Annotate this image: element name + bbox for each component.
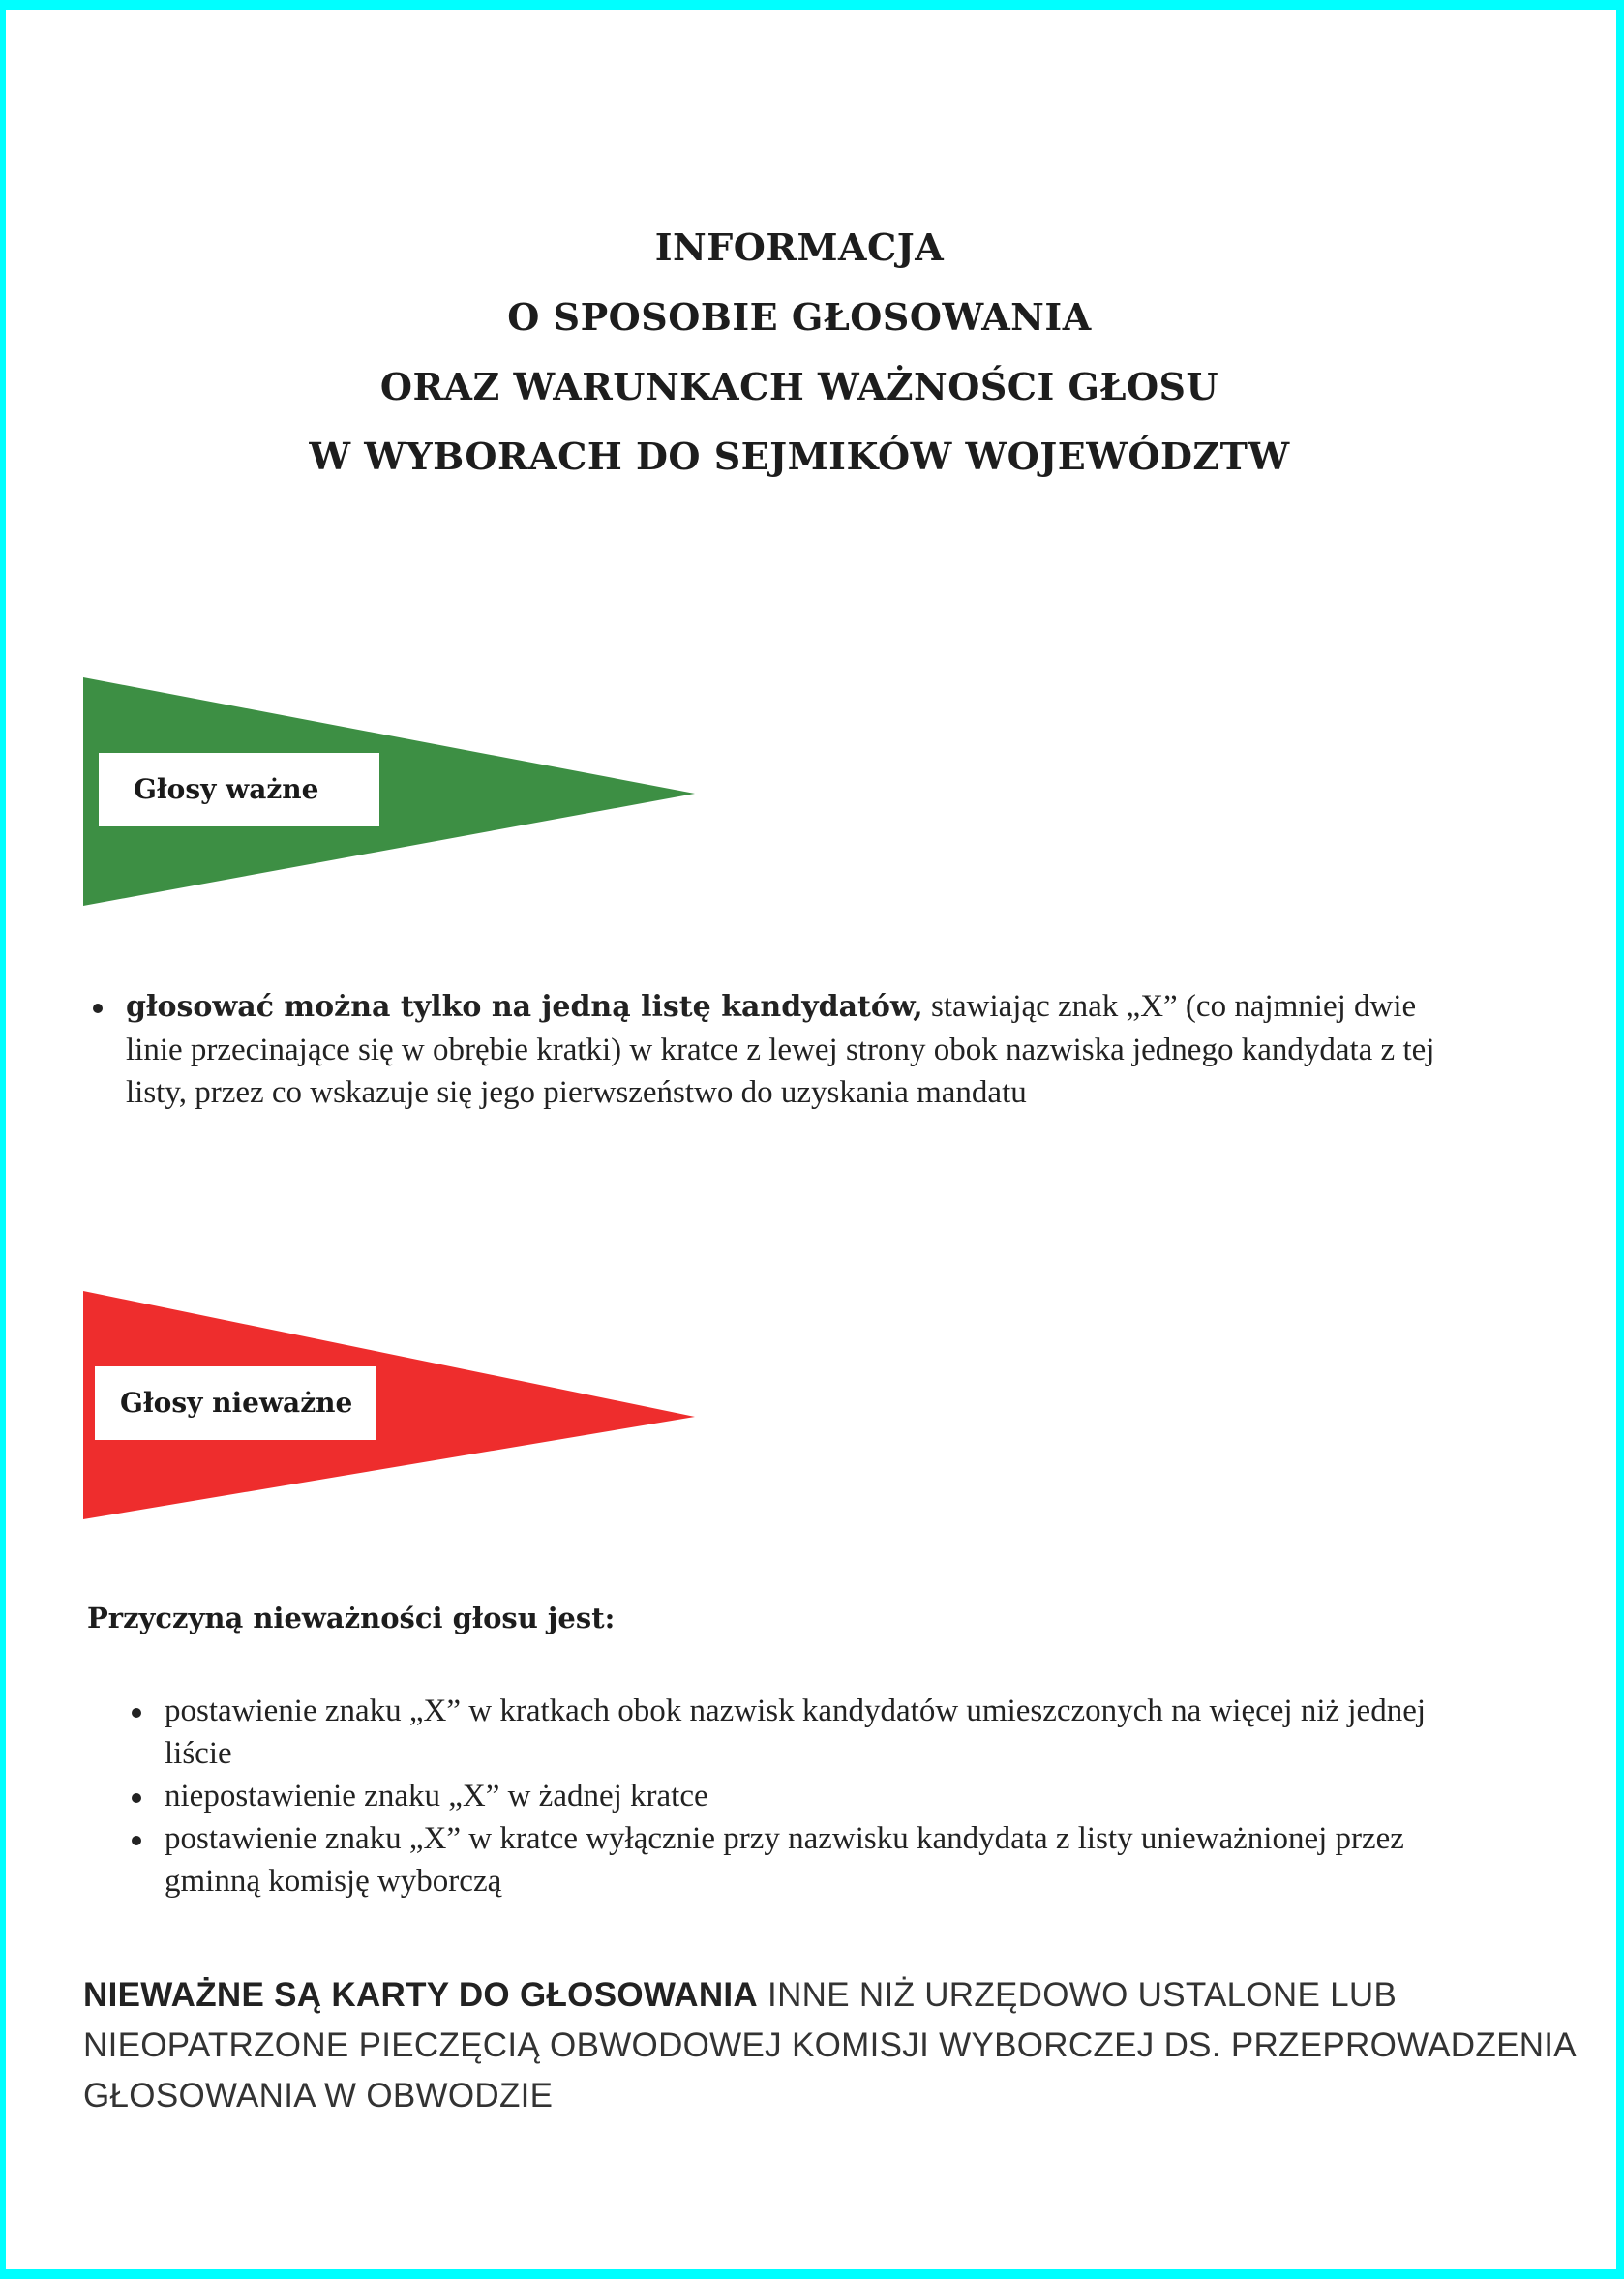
valid-votes-label: Głosy ważne bbox=[99, 753, 379, 826]
document-page bbox=[6, 10, 1616, 2269]
invalid-votes-pennant bbox=[83, 1291, 695, 1519]
invalidity-reason-heading: Przyczyną nieważności głosu jest: bbox=[87, 1602, 616, 1634]
list-item bbox=[132, 1690, 1487, 1775]
list-item bbox=[93, 985, 1477, 1114]
bullet-icon bbox=[132, 1836, 141, 1845]
bullet-icon bbox=[132, 1793, 141, 1803]
invalid-reason-text: postawienie znaku „X” w kratce wyłącznie przy nazwisku kandydata z listy unieważnionej przez gminną komisję wyborczą bbox=[165, 1821, 1404, 1899]
title-line: W WYBORACH DO SEJMIKÓW WOJEWÓDZTW bbox=[309, 435, 1290, 478]
title-line: INFORMACJA bbox=[654, 225, 945, 269]
invalid-reason-text: postawienie znaku „X” w kratkach obok nazwisk kandydatów umieszczonych na więcej niż jednej liście bbox=[165, 1694, 1427, 1771]
list-item bbox=[132, 1817, 1487, 1903]
title-line: O SPOSOBIE GŁOSOWANIA bbox=[507, 295, 1092, 339]
title-line: ORAZ WARUNKACH WAŻNOŚCI GŁOSU bbox=[379, 365, 1219, 408]
footer-note-text: INNE NIŻ URZĘDOWO USTALONE LUB NIEOPATRZONE PIECZĘCIĄ OBWODOWEJ KOMISJI WYBORCZEJ DS. PRZEPROWADZENIA GŁOSOWANIA W OBWODZIE bbox=[83, 1976, 1576, 2114]
valid-rule-bold: głosować można tylko na jedną listę kandydatów, bbox=[126, 990, 923, 1024]
valid-votes-list bbox=[93, 985, 1477, 1114]
page-title bbox=[6, 213, 1593, 492]
invalid-votes-label: Głosy nieważne bbox=[95, 1366, 376, 1440]
valid-rule-text: stawiając znak „X” (co najmniej dwie linie przecinające się w obrębie kratki) w kratce z lewej strony obok nazwiska jednego kandydata z tej listy, przez co wskazuje się jego pierwszeństwo do uzyskania mandatu bbox=[126, 989, 1435, 1110]
bullet-icon bbox=[93, 1004, 103, 1013]
footer-note-bold: NIEWAŻNE SĄ KARTY DO GŁOSOWANIA bbox=[83, 1976, 759, 2014]
list-item bbox=[132, 1775, 1487, 1817]
bullet-icon bbox=[132, 1708, 141, 1718]
invalid-votes-list bbox=[132, 1690, 1487, 1903]
invalid-ballots-note bbox=[83, 1970, 1593, 2121]
invalid-reason-text: niepostawienie znaku „X” w żadnej kratce bbox=[165, 1779, 708, 1814]
valid-votes-pennant bbox=[83, 677, 695, 906]
